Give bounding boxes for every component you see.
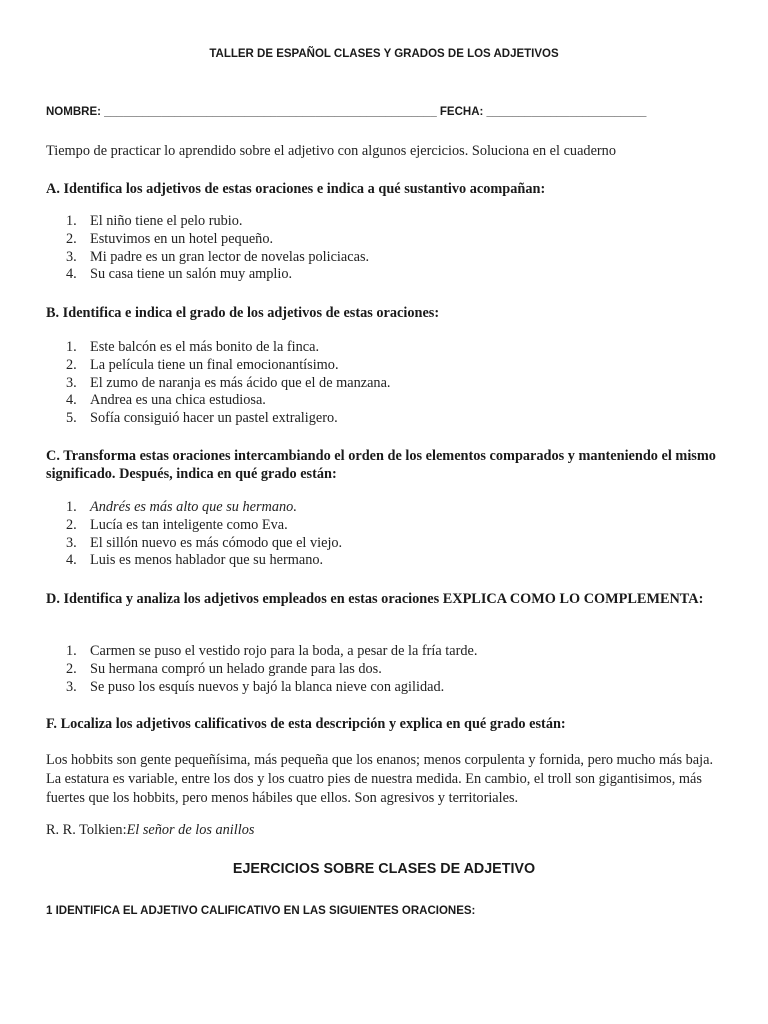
- list-item-text: Su hermana compró un helado grande para las dos.: [90, 660, 382, 677]
- exercise-1-heading: 1 IDENTIFICA EL ADJETIVO CALIFICATIVO EN LAS SIGUIENTES ORACIONES:: [46, 905, 476, 917]
- list-item-number: 1.: [66, 643, 77, 659]
- list-item: [46, 499, 342, 517]
- list-item-number: 3.: [66, 534, 77, 551]
- document-title: TALLER DE ESPAÑOL CLASES Y GRADOS DE LOS ADJETIVOS: [209, 48, 559, 60]
- section-d-list: [46, 643, 477, 696]
- list-item-text: La película tiene un final emocionantísimo.: [90, 356, 339, 373]
- list-item-number: 3.: [66, 248, 77, 265]
- list-item-text: Estuvimos en un hotel pequeño.: [90, 230, 274, 247]
- list-item-number: 2.: [66, 516, 77, 533]
- list-item-text: Luis es menos hablador que su hermano.: [90, 552, 324, 569]
- list-item-text: Este balcón es el más bonito de la finca.: [90, 339, 320, 355]
- list-item: [46, 552, 342, 570]
- list-item-text: Mi padre es un gran lector de novelas policiacas.: [90, 248, 370, 265]
- list-item-number: 4.: [66, 552, 77, 569]
- list-item: [46, 410, 391, 428]
- list-item: [46, 231, 369, 249]
- list-item-text: Lucía es tan inteligente como Eva.: [90, 516, 288, 533]
- list-item-text: El niño tiene el pelo rubio.: [90, 213, 243, 229]
- intro-text: Tiempo de practicar lo aprendido sobre el adjetivo con algunos ejercicios. Soluciona en el cuaderno: [46, 143, 616, 159]
- list-item-number: 1.: [66, 339, 77, 355]
- list-item-text: Sofía consiguió hacer un pastel extraligero.: [90, 410, 338, 427]
- list-item-text: El sillón nuevo es más cómodo que el viejo.: [90, 534, 343, 551]
- list-item: [46, 392, 391, 410]
- list-item: [46, 339, 391, 357]
- exercises-title: EJERCICIOS SOBRE CLASES DE ADJETIVO: [232, 861, 536, 877]
- list-item-text: Andrea es una chica estudiosa.: [90, 392, 266, 409]
- list-item-number: 3.: [66, 678, 77, 695]
- citation-work: El señor de los anillos: [126, 822, 255, 838]
- section-b-heading: B. Identifica e indica el grado de los adjetivos de estas oraciones:: [46, 305, 440, 321]
- list-item: [46, 535, 342, 553]
- list-item: [46, 517, 342, 535]
- section-c-list: [46, 499, 342, 570]
- citation: [46, 822, 254, 839]
- name-date-line: NOMBRE: ____________________________________________________ FECHA: _________________________: [46, 106, 647, 118]
- section-b-list: [46, 339, 391, 428]
- list-item-text: Se puso los esquís nuevos y bajó la blanca nieve con agilidad.: [90, 678, 445, 695]
- list-item: [46, 266, 369, 284]
- list-item-number: 2.: [66, 660, 77, 677]
- list-item-text: Su casa tiene un salón muy amplio.: [90, 266, 293, 283]
- list-item-number: 5.: [66, 410, 77, 427]
- list-item: [46, 661, 477, 679]
- list-item-text: Carmen se puso el vestido rojo para la boda, a pesar de la fría tarde.: [90, 643, 478, 659]
- section-c-heading: C. Transforma estas oraciones intercambiando el orden de los elementos comparados y manteniendo el mismo significado. Después, indica en qué grado están:: [46, 448, 716, 482]
- list-item-text: El zumo de naranja es más ácido que el de manzana.: [90, 374, 391, 391]
- list-item-number: 4.: [66, 266, 77, 283]
- list-item: [46, 679, 477, 697]
- list-item-number: 2.: [66, 356, 77, 373]
- list-item: [46, 249, 369, 267]
- list-item-number: 1.: [66, 499, 77, 515]
- section-a-list: [46, 213, 369, 284]
- list-item: [46, 357, 391, 375]
- hobbits-description: Los hobbits son gente pequeñísima, más pequeña que los enanos; menos corpulenta y fornida, pero mucho más baja. La estatura es variable, entre los dos y los cuatro pies de nuestra medida. En cambio, el troll son gigantisimos, más fuertes que los hobbits, pero menos hábiles que ellos. Son agresivos y territoriales.: [46, 752, 714, 806]
- section-d-heading: D. Identifica y analiza los adjetivos empleados en estas oraciones EXPLICA COMO LO COMPLEMENTA:: [46, 591, 704, 607]
- list-item-text: Andrés es más alto que su hermano.: [90, 499, 297, 515]
- list-item: [46, 213, 369, 231]
- list-item-number: 4.: [66, 392, 77, 409]
- list-item-number: 2.: [66, 230, 77, 247]
- section-f-heading: F. Localiza los adjetivos calificativos de esta descripción y explica en qué grado están:: [46, 716, 566, 732]
- list-item: [46, 375, 391, 393]
- list-item-number: 3.: [66, 374, 77, 391]
- list-item: [46, 643, 477, 661]
- section-a-heading: A. Identifica los adjetivos de estas oraciones e indica a qué sustantivo acompañan:: [46, 181, 546, 197]
- list-item-number: 1.: [66, 213, 77, 229]
- citation-author: R. R. Tolkien:: [46, 822, 127, 838]
